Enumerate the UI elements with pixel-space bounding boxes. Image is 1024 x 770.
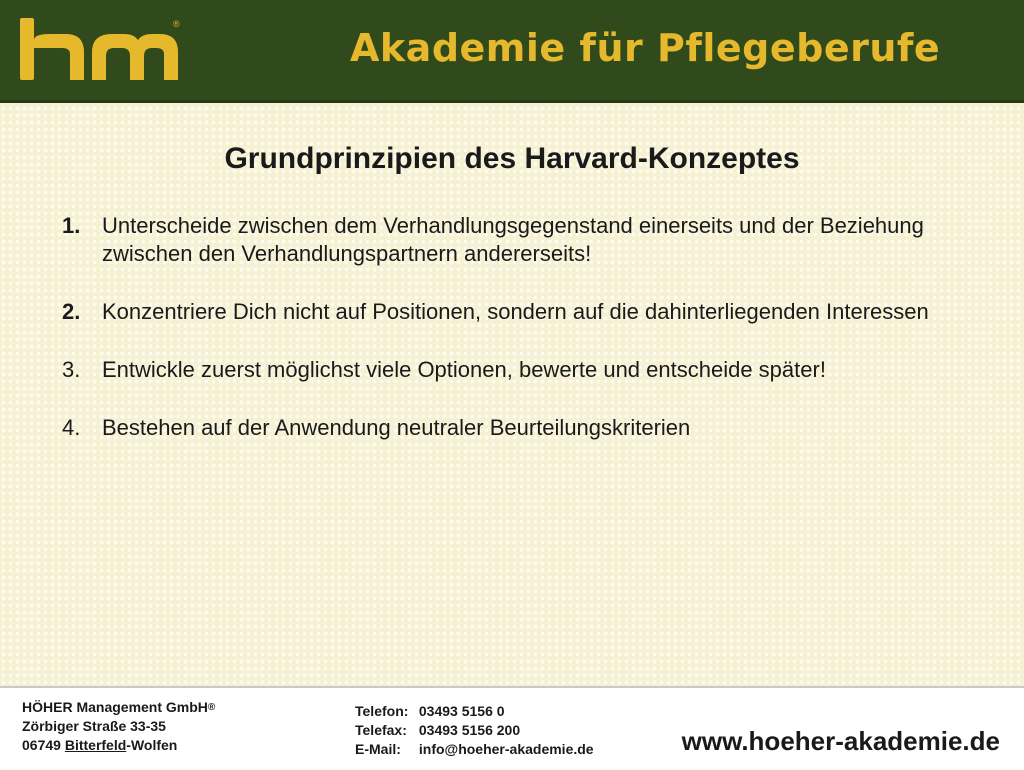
company-name-line (22, 698, 215, 717)
principle-number: 4. (62, 415, 81, 440)
principle-item-4 (62, 414, 982, 442)
fax-number: 03493 5156 200 (418, 722, 521, 738)
principle-item-1 (62, 212, 982, 268)
email-line (355, 740, 594, 759)
header-bar (0, 0, 1024, 103)
contact-info (355, 702, 594, 759)
company-address (22, 698, 215, 755)
fax-label: Telefax: (355, 722, 407, 738)
company-street: Zörbiger Straße 33-35 (22, 718, 166, 734)
principle-text: Konzentriere Dich nicht auf Positionen, sondern auf die dahinterliegenden Interessen (102, 299, 929, 324)
phone-number: 03493 5156 0 (418, 703, 505, 719)
company-city-line (22, 736, 215, 755)
principle-number: 3. (62, 357, 81, 382)
company-city-suffix: -Wolfen (126, 737, 178, 753)
principle-text: Entwickle zuerst möglichst viele Optionen, bewerte und entscheide später! (102, 357, 826, 382)
company-registered-mark: ® (207, 702, 216, 713)
website-link[interactable]: www.hoeher-akademie.de (681, 726, 1000, 756)
company-city: Bitterfeld (64, 737, 127, 753)
company-zip: 06749 (22, 737, 61, 753)
email-address[interactable]: info@hoeher-akademie.de (418, 741, 594, 757)
principle-item-2 (62, 298, 982, 326)
principle-item-3 (62, 356, 982, 384)
email-label: E-Mail: (355, 741, 401, 757)
academy-title: Akademie für Pflegeberufe (350, 26, 941, 70)
principle-number: 2. (62, 299, 81, 324)
phone-label: Telefon: (355, 703, 409, 719)
footer-bar (0, 686, 1024, 770)
principle-text: Bestehen auf der Anwendung neutraler Beurteilungskriterien (102, 415, 691, 440)
principle-text: Unterscheide zwischen dem Verhandlungsgegenstand einerseits und der Beziehung zwischen den Verhandlungspartnern andererseits! (102, 213, 924, 266)
slide-title: Grundprinzipien des Harvard-Konzeptes (224, 142, 800, 175)
company-name: HÖHER Management GmbH (22, 699, 208, 715)
phone-line (355, 702, 594, 721)
registered-mark: ® (173, 19, 180, 29)
fax-line (355, 721, 594, 740)
principles-list (62, 212, 982, 442)
principle-number: 1. (62, 213, 81, 238)
hm-logo (20, 18, 185, 84)
